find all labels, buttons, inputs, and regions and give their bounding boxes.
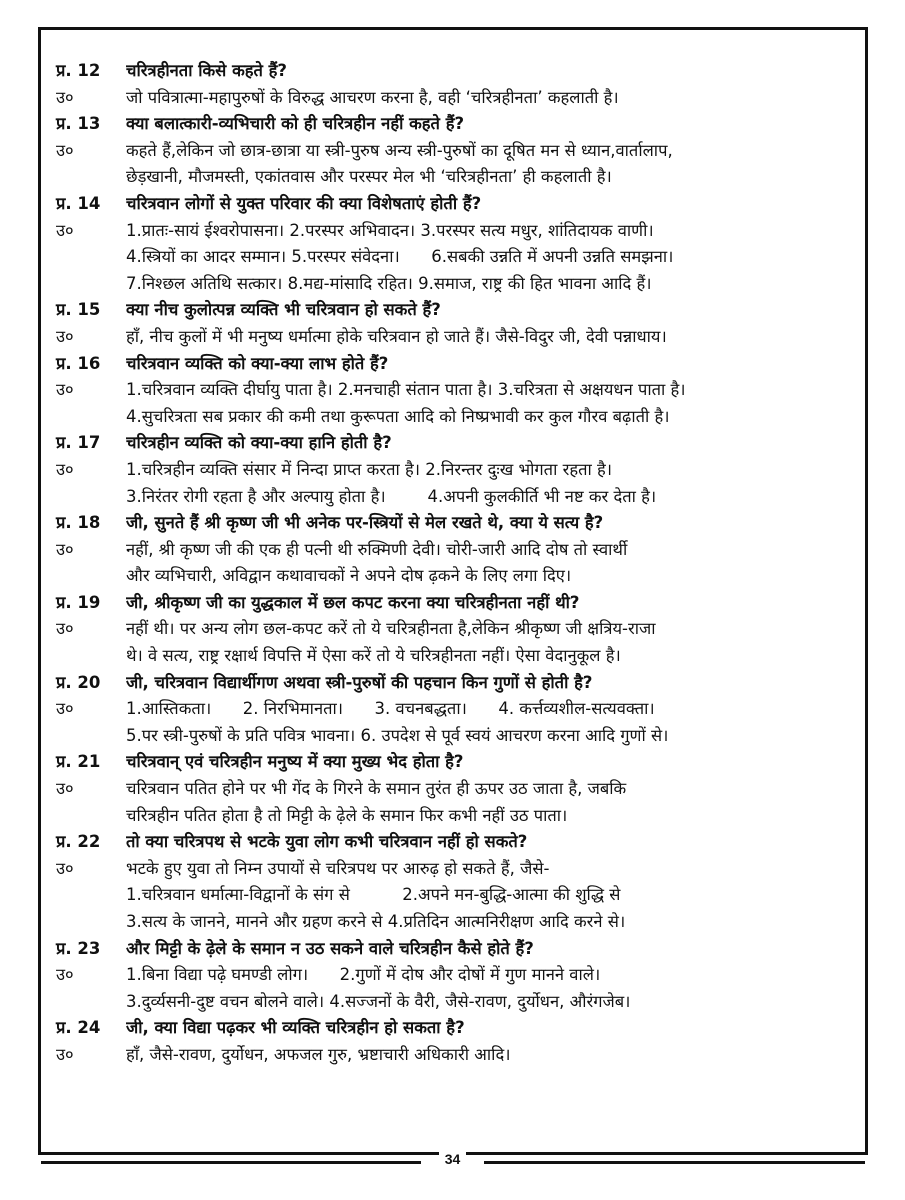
question [56, 191, 864, 218]
answer-label: उ० [56, 539, 74, 559]
qa-list [56, 58, 864, 1069]
question-number: प्र. 12 [56, 61, 101, 80]
answer-line: 3.दुर्व्यसनी-दुष्ट वचन बोलने वाले। 4.सज्जनों के वैरी, जैसे-रावण, दुर्योधन, औरंगजेब। [126, 991, 631, 1011]
answer-line: 3.निरंतर रोगी रहता है और अल्पायु होता है। 4.अपनी कुलकीर्ति भी नष्ट कर देता है। [126, 486, 657, 506]
qa-item [56, 58, 864, 111]
question-text: जी, क्या विद्या पढ़कर भी व्यक्ति चरित्रहीन हो सकता है? [126, 1018, 465, 1038]
question-number: प्र. 18 [56, 513, 101, 533]
question [56, 590, 864, 617]
qa-item [56, 670, 864, 750]
question [56, 111, 864, 138]
answer-line: भटके हुए युवा तो निम्न उपायों से चरित्रपथ पर आरुढ़ हो सकते हैं, जैसे- [126, 858, 550, 878]
answer [56, 962, 864, 1015]
answer [56, 218, 864, 298]
question-text: जी, श्रीकृष्ण जी का युद्धकाल में छल कपट करना क्या चरित्रहीनता नहीं थी? [126, 592, 580, 612]
qa-item [56, 829, 864, 935]
question [56, 670, 864, 697]
question [56, 351, 864, 378]
answer-line: चरित्रवान पतित होने पर भी गेंद के गिरने के समान तुरंत ही ऊपर उठ जाता है, जबकि [126, 779, 627, 799]
answer-label: उ० [56, 140, 74, 160]
answer-line: छेड़खानी, मौजमस्ती, एकांतवास और परस्पर मेल भी ‘चरित्रहीनता’ ही कहलाती है। [126, 167, 612, 187]
question-number: प्र. 19 [56, 592, 101, 612]
answer-line: नहीं थी। पर अन्य लोग छल-कपट करें तो ये चरित्रहीनता है,लेकिन श्रीकृष्ण जी क्षत्रिय-राजा [126, 619, 656, 639]
answer [56, 696, 864, 749]
qa-item [56, 191, 864, 297]
question [56, 58, 864, 85]
question-number: प्र. 14 [56, 193, 101, 213]
qa-item [56, 1015, 864, 1068]
answer-label: उ० [56, 858, 74, 878]
answer-label: उ० [56, 619, 74, 639]
answer-label: उ० [56, 380, 74, 400]
question [56, 430, 864, 457]
answer [56, 616, 864, 669]
answer [56, 856, 864, 936]
answer-line: 4.सुचरित्रता सब प्रकार की कमी तथा कुरूपता आदि को निष्प्रभावी कर कुल गौरव बढ़ाती है। [126, 406, 670, 426]
page-footer [0, 1149, 905, 1168]
qa-item [56, 510, 864, 590]
question [56, 829, 864, 856]
answer-line: 1.चरित्रवान व्यक्ति दीर्घायु पाता है। 2.मनचाही संतान पाता है। 3.चरित्रता से अक्षयधन पाता है। [126, 380, 686, 400]
answer-line: जो पवित्रात्मा-महापुरुषों के विरुद्ध आचरण करना है, वही ‘चरित्रहीनता’ कहलाती है। [126, 87, 619, 107]
answer-label: उ० [56, 965, 74, 985]
answer [56, 138, 864, 191]
question-number: प्र. 17 [56, 433, 101, 453]
question [56, 297, 864, 324]
answer-line: कहते हैं,लेकिन जो छात्र-छात्रा या स्त्री-पुरुष अन्य स्त्री-पुरुषों का दूषित मन से ध्यान,वार्तालाप, [126, 140, 673, 160]
footer-rule-left [41, 1161, 421, 1164]
question-text: और मिट्टी के ढ़ेले के समान न उठ सकने वाले चरित्रहीन कैसे होते हैं? [126, 938, 534, 958]
qa-item [56, 351, 864, 431]
footer-rule-right [484, 1161, 865, 1164]
answer-label: उ० [56, 326, 74, 346]
answer [56, 537, 864, 590]
question-text: चरित्रहीन व्यक्ति को क्या-क्या हानि होती है? [126, 433, 392, 453]
answer-line: और व्यभिचारी, अविद्वान कथावाचकों ने अपने दोष ढ़कने के लिए लगा दिए। [126, 566, 572, 586]
answer-label: उ० [56, 87, 74, 107]
answer-line: चरित्रहीन पतित होता है तो मिट्टी के ढ़ेले के समान फिर कभी नहीं उठ पाता। [126, 805, 568, 825]
question-text: चरित्रवान् एवं चरित्रहीन मनुष्य में क्या मुख्य भेद होता है? [126, 752, 464, 772]
question-number: प्र. 22 [56, 832, 101, 852]
answer-label: उ० [56, 1044, 74, 1064]
question-text: चरित्रवान लोगों से युक्त परिवार की क्या विशेषताएं होती हैं? [126, 193, 482, 213]
answer-line: 4.स्त्रियों का आदर सम्मान। 5.परस्पर संवेदना। 6.सबकी उन्नति में अपनी उन्नति समझना। [126, 247, 674, 267]
question-number: प्र. 23 [56, 938, 101, 958]
answer-line: हाँ, नीच कुलों में भी मनुष्य धर्मात्मा होके चरित्रवान हो जाते हैं। जैसे-विदुर जी, देवी पन्नाधाय। [126, 326, 667, 346]
answer [56, 324, 864, 351]
qa-item [56, 297, 864, 350]
answer-line: 1.आस्तिकता। 2. निरभिमानता। 3. वचनबद्धता। 4. कर्त्तव्यशील-सत्यवक्ता। [126, 699, 655, 719]
question-text: जी, सुनते हैं श्री कृष्ण जी भी अनेक पर-स्त्रियों से मेल रखते थे, क्या ये सत्य है? [126, 513, 604, 533]
qa-item [56, 590, 864, 670]
qa-item [56, 749, 864, 829]
question-text: चरित्रवान व्यक्ति को क्या-क्या लाभ होते हैं? [126, 353, 389, 373]
question-text: तो क्या चरित्रपथ से भटके युवा लोग कभी चरित्रवान नहीं हो सकते? [126, 832, 528, 852]
question [56, 1015, 864, 1042]
qa-item [56, 111, 864, 191]
answer-line: 3.सत्य के जानने, मानने और ग्रहण करने से 4.प्रतिदिन आत्मनिरीक्षण आदि करने से। [126, 912, 626, 931]
answer-line: नहीं, श्री कृष्ण जी की एक ही पत्नी थी रुक्मिणी देवी। चोरी-जारी आदि दोष तो स्वार्थी [126, 539, 628, 559]
answer-line: 5.पर स्त्री-पुरुषों के प्रति पवित्र भावना। 6. उपदेश से पूर्व स्वयं आचरण करना आदि गुणों से। [126, 725, 669, 745]
question [56, 936, 864, 963]
answer [56, 85, 864, 112]
answer-label: उ० [56, 459, 74, 479]
question-number: प्र. 15 [56, 300, 101, 320]
answer [56, 377, 864, 430]
answer-line: 1.चरित्रहीन व्यक्ति संसार में निन्दा प्राप्त करता है। 2.निरन्तर दुःख भोगता रहता है। [126, 459, 613, 479]
question-text: जी, चरित्रवान विद्यार्थीगण अथवा स्त्री-पुरुषों की पहचान किन गुणों से होती है? [126, 672, 593, 692]
answer [56, 1042, 864, 1069]
question [56, 510, 864, 537]
question-text: क्या बलात्कारी-व्यभिचारी को ही चरित्रहीन नहीं कहते हैं? [126, 114, 465, 134]
answer-label: उ० [56, 220, 74, 240]
question-number: प्र. 16 [56, 353, 101, 373]
answer-line: 1.बिना विद्या पढ़े घमण्डी लोग। 2.गुणों में दोष और दोषों में गुण मानने वाले। [126, 965, 601, 985]
qa-item [56, 430, 864, 510]
answer-line: 1.चरित्रवान धर्मात्मा-विद्वानों के संग से 2.अपने मन-बुद्धि-आत्मा की शुद्धि से [126, 885, 621, 905]
question-text: चरित्रहीनता किसे कहते हैं? [126, 61, 287, 80]
answer-line: थे। वे सत्य, राष्ट्र रक्षार्थ विपत्ति में ऐसा करें तो ये चरित्रहीनता नहीं। ऐसा वेदानुकूल है। [126, 646, 621, 666]
answer [56, 776, 864, 829]
question-number: प्र. 13 [56, 114, 101, 134]
question [56, 749, 864, 776]
question-number: प्र. 21 [56, 752, 101, 772]
answer-label: उ० [56, 699, 74, 719]
question-number: प्र. 20 [56, 672, 101, 692]
answer-label: उ० [56, 779, 74, 799]
qa-item [56, 936, 864, 1016]
question-number: प्र. 24 [56, 1018, 101, 1038]
answer-line: 7.निश्छल अतिथि सत्कार। 8.मद्य-मांसादि रहित। 9.समाज, राष्ट्र की हित भावना आदि हैं। [126, 273, 652, 293]
answer-line: हाँ, जैसे-रावण, दुर्योधन, अफजल गुरु, भ्रष्टाचारी अधिकारी आदि। [126, 1044, 511, 1064]
answer-line: 1.प्रातः-सायं ईश्वरोपासना। 2.परस्पर अभिवादन। 3.परस्पर सत्य मधुर, शांतिदायक वाणी। [126, 220, 654, 240]
answer [56, 457, 864, 510]
question-text: क्या नीच कुलोत्पन्न व्यक्ति भी चरित्रवान हो सकते हैं? [126, 300, 441, 320]
page-number: 34 [439, 1151, 467, 1167]
